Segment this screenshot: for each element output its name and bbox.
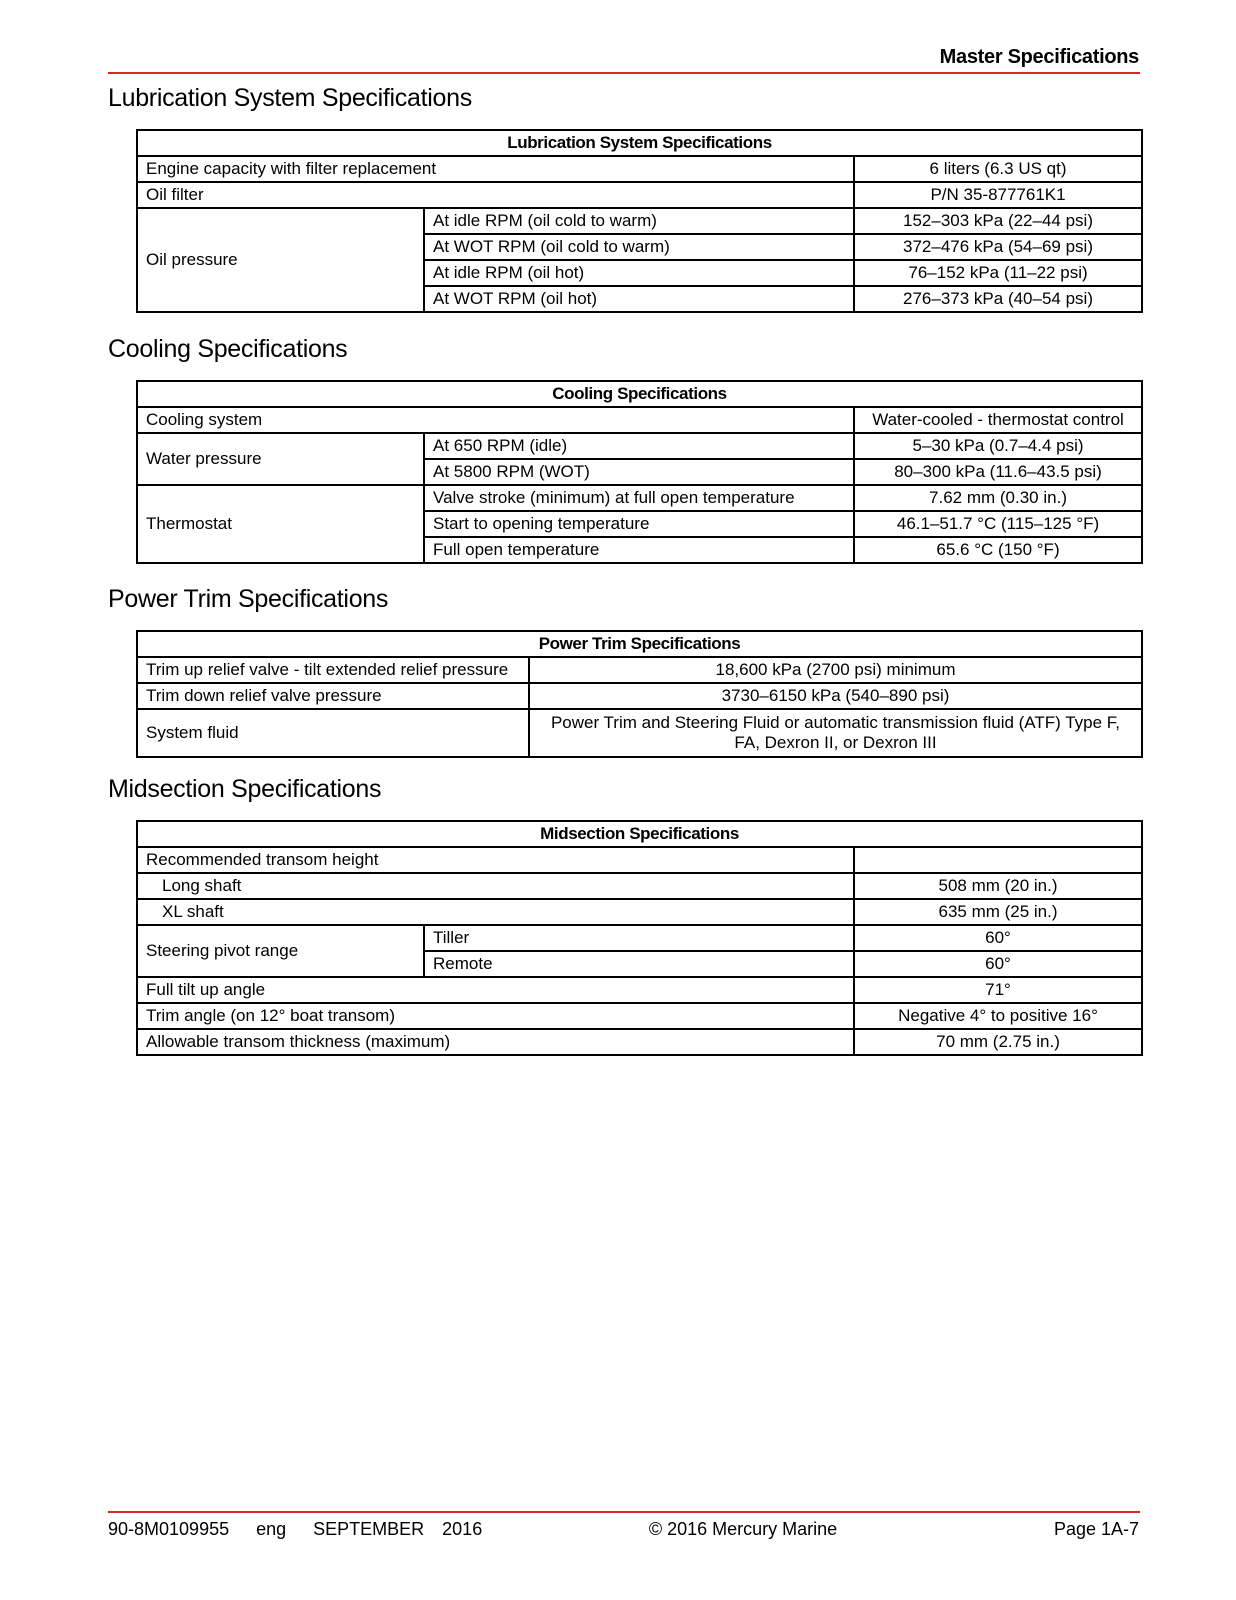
cooling-spec-table: [136, 380, 1143, 564]
table-title-row: [137, 821, 1142, 847]
spec-label: Full tilt up angle: [137, 977, 854, 1003]
spec-value: 635 mm (25 in.): [854, 899, 1142, 925]
midsection-spec-table: [136, 820, 1143, 1056]
spec-value: 276–373 kPa (40–54 psi): [854, 286, 1142, 312]
spec-label: Oil filter: [137, 182, 854, 208]
spec-value: 60°: [854, 951, 1142, 977]
spec-condition: At WOT RPM (oil cold to warm): [424, 234, 854, 260]
spec-value: 152–303 kPa (22–44 psi): [854, 208, 1142, 234]
table-row: [137, 925, 1142, 951]
table-row: [137, 899, 1142, 925]
table-title: Midsection Specifications: [137, 821, 1142, 847]
spec-value: 5–30 kPa (0.7–4.4 psi): [854, 433, 1142, 459]
spec-condition: At WOT RPM (oil hot): [424, 286, 854, 312]
spec-label: Recommended transom height: [137, 847, 854, 873]
spec-value: 372–476 kPa (54–69 psi): [854, 234, 1142, 260]
spec-value: Water-cooled - thermostat control: [854, 407, 1142, 433]
spec-value: 46.1–51.7 °C (115–125 °F): [854, 511, 1142, 537]
header-rule: [108, 72, 1140, 74]
spec-value: P/N 35-877761K1: [854, 182, 1142, 208]
footer-copyright: © 2016 Mercury Marine: [648, 1519, 838, 1539]
spec-condition: At idle RPM (oil cold to warm): [424, 208, 854, 234]
spec-value-empty: [854, 847, 1142, 873]
spec-value: 3730–6150 kPa (540–890 psi): [529, 683, 1142, 709]
spec-value: Power Trim and Steering Fluid or automatic transmission fluid (ATF) Type F, FA, Dexron II, or Dexron III: [529, 709, 1142, 757]
spec-group-label: Oil pressure: [137, 208, 424, 312]
spec-label: XL shaft: [137, 899, 854, 925]
table-row: [137, 977, 1142, 1003]
spec-condition: At 5800 RPM (WOT): [424, 459, 854, 485]
table-title: Power Trim Specifications: [137, 631, 1142, 657]
spec-label: Trim up relief valve - tilt extended relief pressure: [137, 657, 529, 683]
running-header-title: Master Specifications: [939, 46, 1139, 68]
spec-value: 60°: [854, 925, 1142, 951]
footer-rule: [108, 1511, 1140, 1513]
spec-label: Trim down relief valve pressure: [137, 683, 529, 709]
spec-value: 71°: [854, 977, 1142, 1003]
footer-page-number: Page 1A-7: [1053, 1519, 1139, 1539]
spec-group-label: Steering pivot range: [137, 925, 424, 977]
table-title-row: [137, 381, 1142, 407]
spec-value: 18,600 kPa (2700 psi) minimum: [529, 657, 1142, 683]
table-row: [137, 709, 1142, 757]
cooling-section-title: Cooling Specifications: [108, 335, 348, 363]
power-trim-section-title: Power Trim Specifications: [108, 585, 389, 613]
spec-label: Cooling system: [137, 407, 854, 433]
table-row: [137, 683, 1142, 709]
table-row: [137, 1029, 1142, 1055]
spec-group-label: Thermostat: [137, 485, 424, 563]
spec-label: Long shaft: [137, 873, 854, 899]
table-row: [137, 208, 1142, 234]
lubrication-spec-table: [136, 129, 1143, 313]
spec-value: Negative 4° to positive 16°: [854, 1003, 1142, 1029]
spec-condition: Valve stroke (minimum) at full open temperature: [424, 485, 854, 511]
table-row: [137, 182, 1142, 208]
table-row: [137, 1003, 1142, 1029]
spec-label: Engine capacity with filter replacement: [137, 156, 854, 182]
spec-condition: Tiller: [424, 925, 854, 951]
spec-condition: Full open temperature: [424, 537, 854, 563]
spec-label: Trim angle (on 12° boat transom): [137, 1003, 854, 1029]
spec-value: 508 mm (20 in.): [854, 873, 1142, 899]
table-row: [137, 433, 1142, 459]
table-row: [137, 847, 1142, 873]
spec-value: 80–300 kPa (11.6–43.5 psi): [854, 459, 1142, 485]
spec-value: 76–152 kPa (11–22 psi): [854, 260, 1142, 286]
power-trim-spec-table: [136, 630, 1143, 758]
table-row: [137, 873, 1142, 899]
table-row: [137, 485, 1142, 511]
spec-label: System fluid: [137, 709, 529, 757]
table-title-row: [137, 130, 1142, 156]
table-title: Cooling Specifications: [137, 381, 1142, 407]
spec-condition: At idle RPM (oil hot): [424, 260, 854, 286]
spec-condition: Start to opening temperature: [424, 511, 854, 537]
table-title: Lubrication System Specifications: [137, 130, 1142, 156]
footer-document-number: 90-8M0109955 eng SEPTEMBER 2016: [108, 1519, 483, 1539]
midsection-section-title: Midsection Specifications: [108, 775, 382, 803]
spec-value: 6 liters (6.3 US qt): [854, 156, 1142, 182]
table-row: [137, 156, 1142, 182]
lubrication-section-title: Lubrication System Specifications: [108, 84, 472, 112]
spec-label: Allowable transom thickness (maximum): [137, 1029, 854, 1055]
spec-value: 70 mm (2.75 in.): [854, 1029, 1142, 1055]
table-row: [137, 407, 1142, 433]
spec-group-label: Water pressure: [137, 433, 424, 485]
spec-condition: At 650 RPM (idle): [424, 433, 854, 459]
spec-value: 7.62 mm (0.30 in.): [854, 485, 1142, 511]
table-row: [137, 657, 1142, 683]
spec-value: 65.6 °C (150 °F): [854, 537, 1142, 563]
spec-condition: Remote: [424, 951, 854, 977]
table-title-row: [137, 631, 1142, 657]
